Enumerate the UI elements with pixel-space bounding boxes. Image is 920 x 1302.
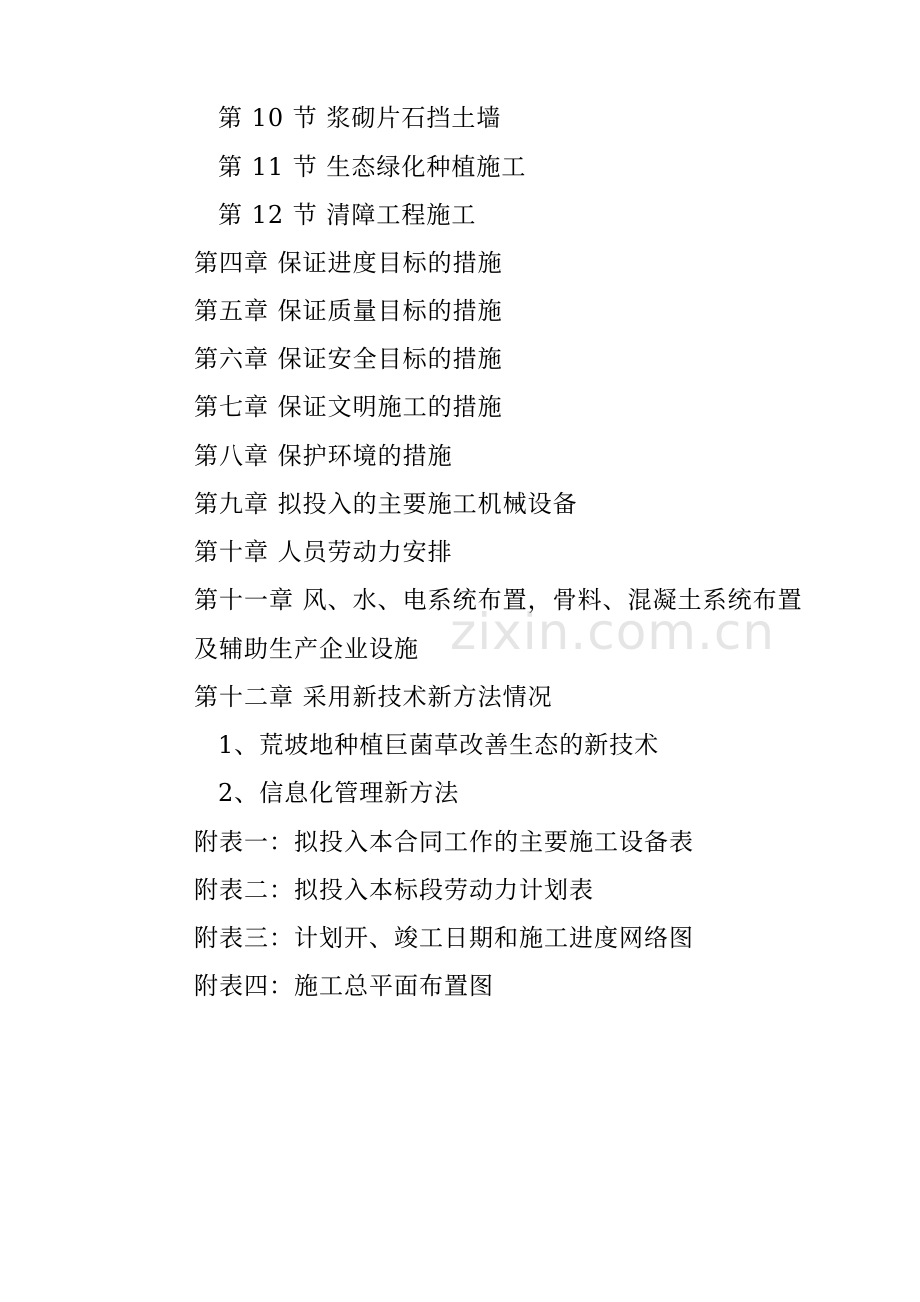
toc-appendix-3: 附表三：计划开、竣工日期和施工进度网络图: [194, 924, 694, 952]
toc-appendix-2: 附表二：拟投入本标段劳动力计划表: [194, 876, 594, 904]
toc-item-2: 2、信息化管理新方法: [218, 779, 460, 807]
toc-appendix-1: 附表一：拟投入本合同工作的主要施工设备表: [194, 828, 694, 856]
toc-section-10: 第 10 节 浆砌片石挡土墙: [218, 104, 502, 132]
toc-section-11: 第 11 节 生态绿化种植施工: [218, 153, 527, 181]
toc-chapter-11: 第十一章 风、水、电系统布置，骨料、混凝土系统布置: [194, 586, 803, 614]
toc-chapter-10: 第十章 人员劳动力安排: [194, 538, 453, 566]
toc-item-1: 1、荒坡地种植巨菌草改善生态的新技术: [218, 731, 660, 759]
toc-chapter-11-continued: 及辅助生产企业设施: [194, 635, 419, 663]
toc-chapter-9: 第九章 拟投入的主要施工机械设备: [194, 490, 578, 518]
toc-chapter-12: 第十二章 采用新技术新方法情况: [194, 683, 553, 711]
toc-appendix-4: 附表四：施工总平面布置图: [194, 972, 494, 1000]
toc-section-12: 第 12 节 清障工程施工: [218, 201, 477, 229]
toc-chapter-5: 第五章 保证质量目标的措施: [194, 297, 503, 325]
toc-chapter-8: 第八章 保护环境的措施: [194, 442, 453, 470]
toc-chapter-7: 第七章 保证文明施工的措施: [194, 393, 503, 421]
watermark: zixin.com.cn: [450, 603, 776, 661]
toc-chapter-4: 第四章 保证进度目标的措施: [194, 249, 503, 277]
toc-chapter-6: 第六章 保证安全目标的措施: [194, 345, 503, 373]
